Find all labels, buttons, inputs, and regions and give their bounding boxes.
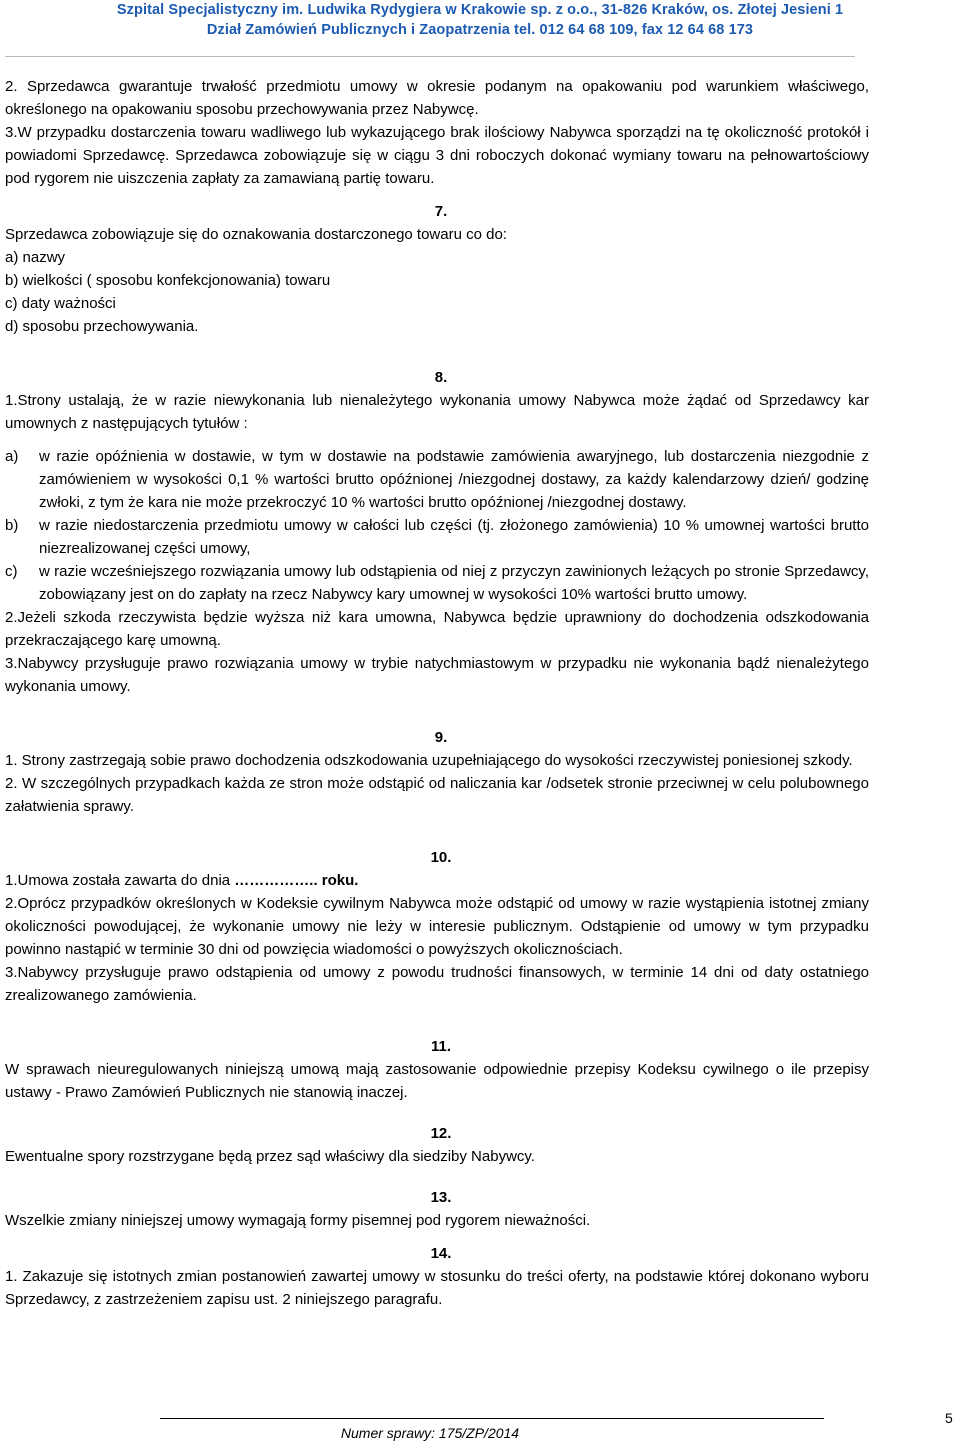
section-7-item-a: a) nazwy: [5, 249, 66, 266]
document-body: [5, 75, 869, 1311]
contract-date-blank: …………….. roku.: [234, 872, 359, 889]
section-7-item-b: b) wielkości ( sposobu konfekcjonowania) towaru: [5, 272, 331, 289]
page-header: [0, 0, 960, 42]
section-7-item-c: c) daty ważności: [5, 295, 116, 312]
section-11-heading: 11.: [430, 1038, 452, 1055]
item-a-text: w razie opóźnienia w dostawie, w tym w dostawie na podstawie zamówienia awaryjnego, lub dostarczenia niezgodnie z zamówieniem w wysokości 0,1 % wartości brutto opóźnionej /niezgodnej dostawy, za każdy kalendarzowy dzień/ godzinę zwłoki, z tym że kara nie może przekroczyć 10 % wartości brutto opóźnionej /niezgodnej dostawy.: [39, 448, 869, 511]
item-b-text: w razie niedostarczenia przedmiotu umowy w całości lub części (tj. złożonego zamówienia) 10 % umownej wartości brutto niezrealizowanej części umowy,: [39, 517, 869, 557]
section-10-point-3: 3.Nabywcy przysługuje prawo odstąpienia od umowy z powodu trudności finansowych, w terminie 14 dni od daty ostatniego zrealizowanego zamówienia.: [5, 964, 869, 1004]
header-hospital-line: Szpital Specjalistyczny im. Ludwika Rydygiera w Krakowie sp. z o.o., 31-826 Kraków, os. Złotej Jesieni 1: [116, 2, 844, 18]
section-9-point-2: 2. W szczególnych przypadkach każda ze stron może odstąpić od naliczania kar /odsetek stronie przeciwnej w celu polubownego załatwienia sprawy.: [5, 775, 869, 815]
item-a-marker: a): [5, 448, 19, 465]
section-12-text: Ewentualne spory rozstrzygane będą przez sąd właściwy dla siedziby Nabywcy.: [5, 1148, 535, 1165]
paragraph-6-3: 3.W przypadku dostarczenia towaru wadliwego lub wykazującego brak ilościowy Nabywca sporządzi na tę okoliczność protokół i powiadomi Sprzedawcę. Sprzedawca zobowiązuje się w ciągu 3 dni roboczych dokonać wymiany towaru na pełnowartościowy pod rygorem nie uiszczenia zapłaty za zamawianą partię towaru.: [5, 124, 869, 187]
footer-divider: [160, 1418, 824, 1419]
header-department-line: Dział Zamówień Publicznych i Zaopatrzenia tel. 012 64 68 109, fax 12 64 68 173: [206, 22, 754, 38]
section-8-heading: 8.: [434, 369, 448, 386]
section-12-heading: 12.: [430, 1125, 452, 1142]
section-10-point-2: 2.Oprócz przypadków określonych w Kodeksie cywilnym Nabywca może odstąpić od umowy w razie wystąpienia istotnej zmiany okoliczności powodującej, że wykonanie umowy nie leży w interesie publicznym. Odstąpienie od umowy w tym przypadku powinno nastąpić w terminie 30 dni od powzięcia wiadomości o powyższych okolicznościach.: [5, 895, 869, 958]
section-14-heading: 14.: [430, 1245, 452, 1262]
section-8-item-c: [5, 560, 869, 606]
section-8-item-b: [5, 514, 869, 560]
section-8-item-a: [5, 445, 869, 514]
section-9-point-1: 1. Strony zastrzegają sobie prawo dochodzenia odszkodowania uzupełniającego do wysokości rzeczywistej poniesionej szkody.: [5, 752, 853, 769]
section-7-heading: 7.: [434, 203, 448, 220]
section-8-point-3: 3.Nabywcy przysługuje prawo rozwiązania umowy w trybie natychmiastowym w przypadku nie wykonania bądź nienależytego wykonania umowy.: [5, 655, 869, 695]
item-c-text: w razie wcześniejszego rozwiązania umowy lub odstąpienia od niej z przyczyn zawinionych leżących po stronie Sprzedawcy, zobowiązany jest on do zapłaty na rzecz Nabywcy kary umownej w wysokości 10% wartości brutto umowy.: [39, 563, 869, 603]
section-7-item-d: d) sposobu przechowywania.: [5, 318, 199, 335]
section-9-heading: 9.: [434, 729, 448, 746]
paragraph-6-2: 2. Sprzedawca gwarantuje trwałość przedmiotu umowy w okresie podanym na opakowaniu pod warunkiem właściwego, określonego na opakowaniu sposobu przechowywania przez Nabywcę.: [5, 78, 869, 118]
section-13-text: Wszelkie zmiany niniejszej umowy wymagają formy pisemnej pod rygorem nieważności.: [5, 1212, 591, 1229]
section-8-point-1: 1.Strony ustalają, że w razie niewykonania lub nienależytego wykonania umowy Nabywca może żądać od Sprzedawcy kar umownych z następujących tytułów :: [5, 392, 869, 432]
section-10-point-1: [5, 869, 869, 892]
section-10-heading: 10.: [430, 849, 452, 866]
header-divider: [5, 56, 855, 57]
case-number: Numer sprawy: 175/ZP/2014: [340, 1425, 520, 1441]
item-b-marker: b): [5, 517, 19, 534]
section-8-point-2: 2.Jeżeli szkoda rzeczywista będzie wyższa niż kara umowna, Nabywca będzie uprawniony do dochodzenia odszkodowania przekraczającego karę umowną.: [5, 609, 869, 649]
contract-date-label: 1.Umowa została zawarta do dnia: [5, 872, 235, 889]
item-c-marker: c): [5, 563, 18, 580]
section-11-text: W sprawach nieuregulowanych niniejszą umową mają zastosowanie odpowiednie przepisy Kodeksu cywilnego o ile przepisy ustawy - Prawo Zamówień Publicznych nie stanowią inaczej.: [5, 1061, 869, 1101]
section-14-point-1: 1. Zakazuje się istotnych zmian postanowień zawartej umowy w stosunku do treści oferty, na podstawie której dokonano wyboru Sprzedawcy, z zastrzeżeniem zapisu ust. 2 niniejszego paragrafu.: [5, 1268, 869, 1308]
section-7-intro: Sprzedawca zobowiązuje się do oznakowania dostarczonego towaru co do:: [5, 226, 507, 243]
page-number: 5: [945, 1410, 953, 1426]
section-13-heading: 13.: [430, 1189, 452, 1206]
